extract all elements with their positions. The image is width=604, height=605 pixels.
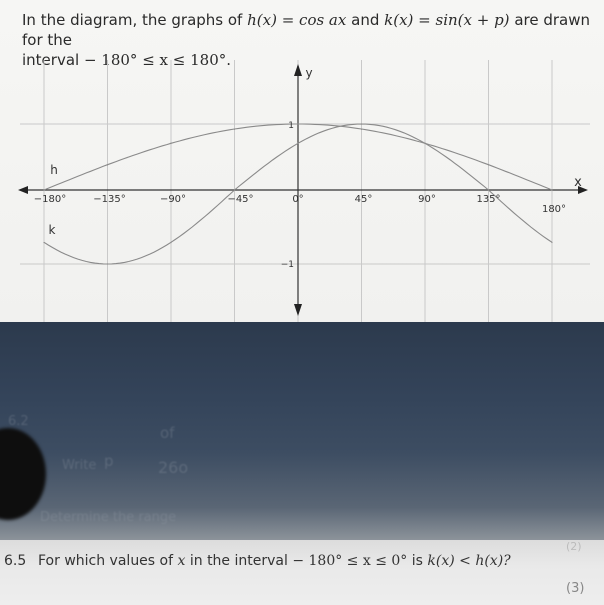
y-tick-label: 1 bbox=[288, 121, 294, 131]
point-h bbox=[43, 189, 44, 190]
x-tick-label: 135° bbox=[476, 194, 501, 205]
point-k bbox=[43, 242, 44, 243]
marks: (3) bbox=[566, 581, 585, 596]
curve-label-h: h bbox=[50, 163, 58, 177]
q-text-b: in the interval bbox=[189, 553, 288, 569]
intro-interval: − 180° ≤ x ≤ 180°. bbox=[83, 51, 232, 69]
x-axis-arrow-left bbox=[18, 186, 28, 194]
axes bbox=[18, 64, 588, 316]
point-k bbox=[551, 242, 552, 243]
question-6-5 bbox=[38, 553, 511, 569]
k-definition: k(x) = sin(x + p) bbox=[384, 11, 510, 29]
q-text-a: For which values of bbox=[38, 553, 174, 569]
ghost-text: Determine the range bbox=[40, 510, 177, 525]
intro-text-b: are drawn for the bbox=[22, 11, 590, 49]
worksheet-bottom bbox=[0, 540, 604, 605]
question-number: 6.5 bbox=[4, 553, 27, 569]
y-axis-label: y bbox=[305, 66, 313, 80]
x-tick-label: 0° bbox=[292, 194, 304, 205]
x-tick-label: −90° bbox=[159, 194, 187, 205]
point-k bbox=[297, 143, 298, 144]
curve-label-k: k bbox=[48, 223, 56, 237]
point-k bbox=[424, 143, 425, 144]
ghost-text: p bbox=[104, 452, 114, 470]
point-h bbox=[297, 123, 298, 124]
y-axis-arrow-up bbox=[294, 64, 302, 76]
point-h bbox=[107, 164, 108, 165]
intro-interval-word: interval bbox=[22, 51, 80, 69]
ghost-text: 26o bbox=[158, 458, 189, 477]
previous-marks: (2) bbox=[566, 540, 582, 553]
y-tick-label: −1 bbox=[280, 260, 294, 270]
x-tick-label: −180° bbox=[33, 194, 67, 205]
point-k bbox=[107, 263, 108, 264]
x-tick-label: −135° bbox=[93, 194, 126, 205]
point-h bbox=[361, 129, 362, 130]
point-h bbox=[488, 164, 489, 165]
ghost-text: Write bbox=[62, 458, 97, 473]
point-k bbox=[170, 242, 171, 243]
intro-and: and bbox=[351, 11, 380, 29]
q-var-x: x bbox=[177, 553, 186, 569]
intro-text-a: In the diagram, the graphs of bbox=[22, 11, 243, 29]
grid bbox=[20, 60, 590, 322]
x-axis-label: x bbox=[574, 175, 582, 190]
q-inequality: k(x) < h(x)? bbox=[427, 553, 511, 569]
q-interval: − 180° ≤ x ≤ 0° bbox=[292, 553, 408, 569]
x-tick-label: 90° bbox=[418, 194, 436, 205]
point-k bbox=[488, 189, 489, 190]
x-tick-label: 45° bbox=[354, 194, 373, 205]
q-text-c: is bbox=[411, 553, 423, 569]
shadow-region bbox=[0, 322, 604, 540]
point-k bbox=[234, 189, 235, 190]
point-h bbox=[234, 129, 235, 130]
ghost-text: of bbox=[160, 424, 175, 442]
x-tick-label: 180° bbox=[541, 204, 567, 215]
point-k bbox=[361, 123, 362, 124]
tick-labels bbox=[34, 66, 582, 270]
x-tick-label: −45° bbox=[227, 194, 254, 205]
point-h bbox=[551, 189, 552, 190]
y-axis-arrow-down bbox=[294, 304, 302, 316]
point-h bbox=[170, 143, 171, 144]
ghost-text: 6.2 bbox=[8, 414, 29, 429]
h-definition: h(x) = cos ax bbox=[247, 11, 347, 29]
